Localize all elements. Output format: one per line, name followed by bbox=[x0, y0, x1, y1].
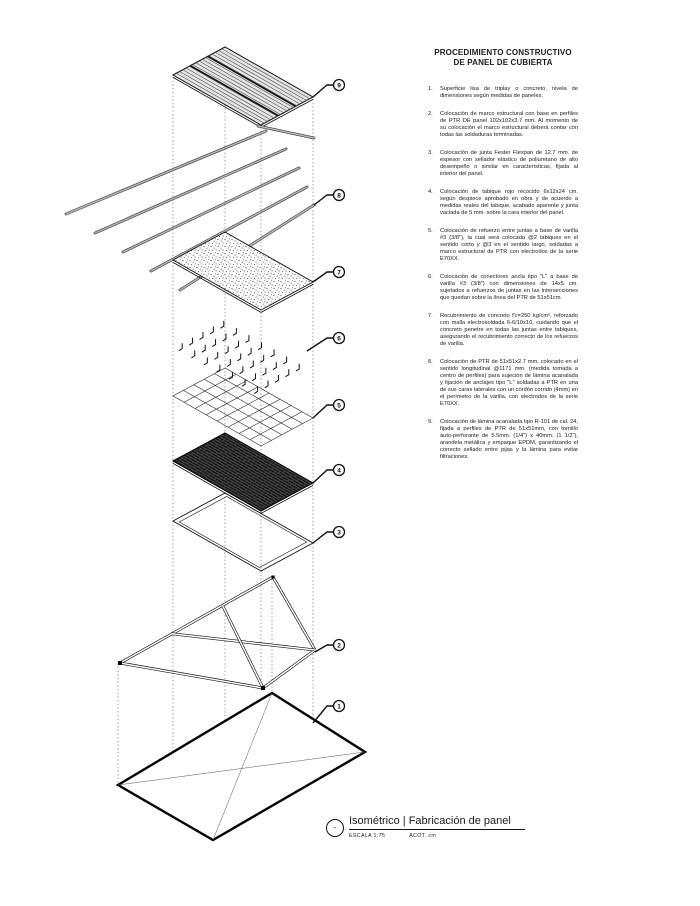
step-number: 4. bbox=[428, 189, 433, 195]
view-title: Isométrico | Fabricación de panel bbox=[349, 815, 525, 830]
step-number: 8. bbox=[428, 359, 433, 365]
procedure-step-3 bbox=[428, 150, 578, 178]
layer-refuerzo-varilla-grid bbox=[173, 368, 313, 446]
scale-label: ESCALA 1:75 bbox=[349, 832, 386, 839]
callout-number: 9 bbox=[337, 82, 341, 90]
procedure-steps bbox=[428, 86, 578, 461]
layer-junta-fester bbox=[173, 493, 313, 571]
callout-5-refuerzo-varilla bbox=[313, 400, 345, 419]
step-text: Colocación de conectores ancla tipo "L" a base de varilla #3 (3/8") con dimensiones de 14x5 cm. sujetados a refuerzos de juntas en las intersecciones que quedan sobre la línea del PTR de 51x51cm. bbox=[440, 274, 578, 301]
step-text: Colocación de PTR de 51x51x2.7 mm. colocado en el sentido longitudinal @1171 mm. (medida tomada a centro de perfiles) para sujeción de lámina acanalada y fijación de anclajes tipo "L" soldadas a PTR en una de sus caras laterales con un cordón corrido (4mm) en el perímetro de la varilla, con electrodos de la serie E70XX. bbox=[440, 359, 578, 407]
step-text: Colocación de refuerzo entre juntas a base de varilla #3 (3/8"), la cual será colocada @2 tabiques en el sentido corto y @3 en el sentido largo, soldadas a marco estructural de PTR con electrodos de la serie E70XX. bbox=[440, 228, 578, 262]
procedure-notes bbox=[428, 48, 578, 472]
layer-concreto-malla bbox=[173, 232, 313, 312]
step-number: 2. bbox=[428, 111, 433, 117]
step-text: Colocación de lámina acanalada tipo R-101 de cal. 24, fijada a perfiles de PTR de 51x51mm, con tornillo auto-perforante de 5.5mm. (1/4") x 40mm. (1 1/2"), arandela metálica y empaque EPDM, garantizando el correcto sellado entre pijas y la lámina para evitar filtraciones. bbox=[440, 419, 578, 460]
dimension-units-label: ACOT. cm bbox=[409, 832, 437, 839]
callout-4-tabique-rojo bbox=[313, 465, 345, 484]
view-title-wrap bbox=[349, 815, 525, 839]
step-text: Colocación de junta Fester Flexpan de 12.7 mm. de espesor con sellador elástico de poliuretano de alto desempeño o similar en características, fijada al interior del panel. bbox=[440, 150, 578, 177]
callout-number: 7 bbox=[337, 269, 341, 277]
layer-conectores-ancla bbox=[179, 321, 299, 393]
callout-1-superficie-triplay bbox=[313, 701, 345, 724]
step-number: 7. bbox=[428, 313, 433, 319]
notes-title-line1: PROCEDIMIENTO CONSTRUCTIVO bbox=[434, 48, 572, 57]
step-text: Colocación de marco estructural con base en perfiles de PTR DE panel 102x102x3.7 mm. Al momento de su colocación el marco estructural deberá contar con todas las soldaduras terminadas. bbox=[440, 111, 578, 138]
procedure-step-7 bbox=[428, 313, 578, 348]
callout-3-junta-fester bbox=[313, 527, 345, 544]
step-number: 9. bbox=[428, 419, 433, 425]
callout-7-concreto-malla bbox=[313, 267, 345, 283]
view-titleblock bbox=[326, 815, 525, 839]
procedure-step-4 bbox=[428, 189, 578, 217]
step-number: 3. bbox=[428, 150, 433, 156]
procedure-step-9 bbox=[428, 419, 578, 461]
step-text: Recubrimiento de concreto f'c=250 kg/cm², reforzado con malla electrosoldada 6-6/10x10, cuidando que el concreto penetre en todas las juntas entre tabiques, asegurando el recubrimiento correcto de los refuerzos de varilla. bbox=[440, 313, 578, 347]
step-number: 6. bbox=[428, 274, 433, 280]
callout-number: 5 bbox=[337, 402, 341, 410]
procedure-step-1 bbox=[428, 86, 578, 100]
callout-number: 4 bbox=[337, 467, 341, 475]
callout-9-lamina-acanalada bbox=[313, 80, 345, 98]
layer-marco-estructural bbox=[118, 576, 315, 691]
step-number: 1. bbox=[428, 86, 433, 92]
callout-number: 3 bbox=[337, 529, 341, 537]
layer-tabique-rojo bbox=[173, 433, 313, 513]
callout-number: 6 bbox=[337, 335, 341, 343]
notes-title-line2: DE PANEL DE CUBIERTA bbox=[453, 57, 553, 67]
callout-6-conectores-ancla bbox=[307, 333, 345, 352]
callout-2-marco-estructural bbox=[315, 640, 345, 653]
callout-8-ptr-51x51 bbox=[314, 190, 345, 206]
callout-number: 1 bbox=[337, 703, 341, 711]
layer-lamina-acanalada bbox=[173, 47, 313, 127]
view-subtitle bbox=[349, 833, 525, 839]
procedure-step-8 bbox=[428, 359, 578, 408]
step-number: 5. bbox=[428, 228, 433, 234]
procedure-step-5 bbox=[428, 228, 578, 263]
procedure-step-2 bbox=[428, 111, 578, 139]
callout-number: 8 bbox=[337, 192, 341, 200]
procedure-step-6 bbox=[428, 274, 578, 302]
step-text: Superficie lisa de triplay o concreto, nivela de dimensiones según medidas de paneles. bbox=[440, 86, 578, 99]
notes-title bbox=[428, 48, 578, 67]
step-text: Colocación de tabique rojo recocido 6x12x24 cm. según despiece aprobado en obra y de acuerdo a medidas reales del tabique, acabado aparente y junta vaciada de 5 mm. sobre la cara interior del panel. bbox=[440, 189, 578, 216]
callout-number: 2 bbox=[337, 642, 341, 650]
view-reference-bubble: - bbox=[326, 819, 344, 837]
